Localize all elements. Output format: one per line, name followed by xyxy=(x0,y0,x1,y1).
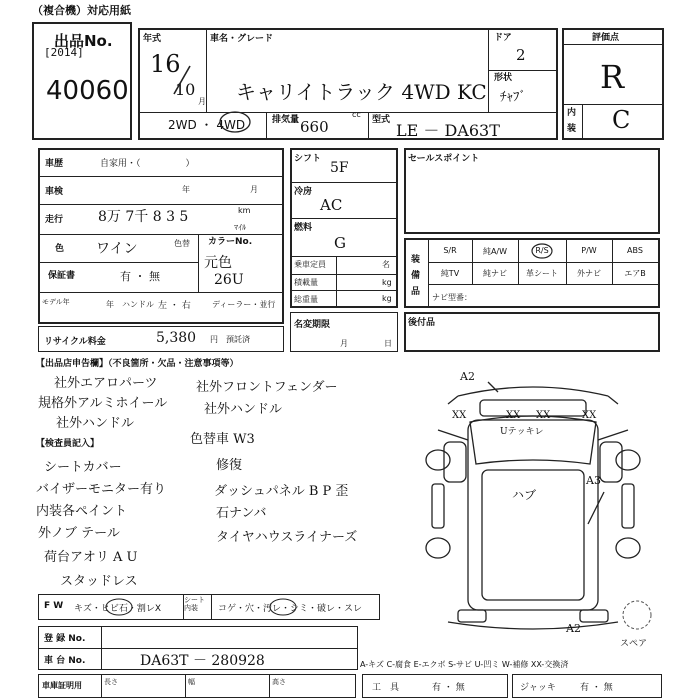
name-label: 車名・グレード xyxy=(210,34,274,44)
shape-value: ﾁｬﾌﾞ xyxy=(500,90,526,105)
capacity-label: 乗車定員 xyxy=(294,260,326,269)
inspection-label: 車検 xyxy=(45,187,64,197)
year-slash xyxy=(160,60,200,100)
year-value-bottom: 10 xyxy=(175,80,196,99)
registration-unit-day: 日 xyxy=(384,339,392,348)
equip-tv: 純TV xyxy=(440,269,460,278)
history-value: 自家用・（ ） xyxy=(100,159,195,169)
dealer-value: ディーラー・並行 xyxy=(212,300,276,309)
fw-crack-circle xyxy=(104,597,134,617)
door-value: 2 xyxy=(516,46,526,64)
color-label: 色 xyxy=(55,244,65,254)
equip-leather: 革シート xyxy=(526,269,558,278)
year-suffix: 月 xyxy=(198,97,206,106)
note-line4-right: 修復 xyxy=(216,458,243,473)
note-line3-right: 色替車 W3 xyxy=(190,432,255,447)
equip-pw: P/W xyxy=(581,246,597,255)
year-label: 年式 xyxy=(143,34,162,44)
interior-value: C xyxy=(612,106,631,134)
mileage-label: 走行 xyxy=(45,215,64,225)
equip-airbag: エアB xyxy=(624,269,646,278)
registration-unit: 月 xyxy=(340,339,348,348)
shift-label: シフト xyxy=(294,154,322,164)
cert-height: 高さ xyxy=(272,678,286,686)
diagram-mark-a2-bottom: A2 xyxy=(566,622,581,635)
model-value: LE － DA63T xyxy=(396,121,500,140)
cert-width: 幅 xyxy=(188,678,195,686)
note-line1-right: 社外フロントフェンダー xyxy=(196,380,338,395)
ac-value: AC xyxy=(320,196,343,214)
door-label: ドア xyxy=(494,33,512,43)
navi-model-label: ナビ型番： xyxy=(432,293,472,302)
sales-point-label: セールスポイント xyxy=(408,154,480,164)
cert-box xyxy=(38,674,356,698)
equip-abs: ABS xyxy=(627,246,643,255)
warranty-label: 保証書 xyxy=(48,271,76,281)
handle-value: 左 ・ 右 xyxy=(158,301,191,311)
equipment-label-1: 装 xyxy=(411,255,421,265)
seat-label: シート内装 xyxy=(184,596,205,612)
ac-label: 冷房 xyxy=(294,187,313,197)
diagram-mark-xx-4: XX xyxy=(582,410,597,421)
equip-rs: R/S xyxy=(535,246,549,255)
equip-navi: 純ナビ xyxy=(483,269,507,278)
model-year-label: モデル年 xyxy=(42,298,70,306)
grade-label: 評価点 xyxy=(592,33,620,43)
tools-label: 工 具 xyxy=(372,683,400,693)
model-year-suffix: 年 xyxy=(106,300,114,309)
note-line2-right: 社外ハンドル xyxy=(204,402,283,417)
after-fit-label: 後付品 xyxy=(408,318,436,328)
inspection-unit-year: 年 xyxy=(182,185,190,194)
model-label: 型式 xyxy=(372,115,391,125)
note-line3-left: 社外ハンドル xyxy=(56,416,135,431)
diagram-mark-a3: A3 xyxy=(586,474,601,487)
shape-label: 形状 xyxy=(494,73,513,83)
displacement-value: 660 xyxy=(300,118,329,136)
recycle-note: 預託済 xyxy=(226,335,250,344)
drive-4wd-circle xyxy=(218,110,252,134)
equipment-label-3: 品 xyxy=(411,287,421,297)
jack-value: 有 ・ 無 xyxy=(580,683,613,693)
note-line8-left: 荷台アオリ A U xyxy=(44,550,138,565)
lot-year-tag: [2014] xyxy=(44,46,84,59)
fw-label: F W xyxy=(44,601,64,611)
note-line2-left: 規格外アルミホイール xyxy=(38,396,168,411)
recycle-unit: 円 xyxy=(210,335,218,344)
jack-label: ジャッキ xyxy=(520,683,556,693)
equipment-label-2: 備 xyxy=(411,271,421,281)
lot-box xyxy=(32,22,132,140)
diagram-mark-dent: Uテッキレ xyxy=(500,427,544,437)
fuel-value: G xyxy=(334,234,346,252)
note-line6-left: 内装各ペイント xyxy=(36,504,128,519)
note-line5-right: ダッシュパネル B P 歪 xyxy=(214,484,349,499)
load-label: 積載量 xyxy=(294,278,318,287)
chassis-label: 車 台 No. xyxy=(44,656,86,666)
equip-ext-navi: 外ナビ xyxy=(577,269,601,278)
drive-value: 2WD ・ 4WD xyxy=(168,118,246,132)
year-value-top: 16 xyxy=(150,50,181,78)
spare-label: スペア xyxy=(620,639,648,649)
note-line5-left: バイザーモニター有り xyxy=(36,482,167,497)
equip-rs-circle xyxy=(530,242,554,260)
inspection-unit-month: 月 xyxy=(250,185,258,194)
fuel-label: 燃料 xyxy=(294,223,313,233)
recycle-label: リサイクル料金 xyxy=(44,337,106,347)
capacity-unit: 名 xyxy=(382,260,390,269)
lot-label: 出品No. xyxy=(54,32,113,50)
color-value: ワイン xyxy=(96,241,138,257)
history-label: 車歴 xyxy=(45,159,64,169)
damage-legend: A-キズ C-腐食 E-エクボ S-サビ U-凹ミ W-補修 XX-交換済 xyxy=(360,660,569,669)
weight-unit: kg xyxy=(382,294,392,303)
registration-label: 名変期限 xyxy=(294,320,331,330)
equip-aw: 純A/W xyxy=(482,247,508,256)
name-value: キャリイトラック 4WD KC xyxy=(236,80,487,104)
grade-value: R xyxy=(600,58,625,96)
after-fit-box xyxy=(404,312,660,352)
displacement-label: 排気量 xyxy=(272,115,300,125)
mileage-unit-km: km xyxy=(238,206,251,215)
spare-tire-icon xyxy=(620,598,654,632)
note-line1-left: 社外エアロパーツ xyxy=(54,376,158,391)
note-line7-left: 外ノブ テール xyxy=(38,526,120,541)
seat-value: コゲ・穴・汚レ・シミ・破レ・スレ xyxy=(218,604,363,614)
weight-label: 総重量 xyxy=(294,295,318,304)
interior-label-1: 内 xyxy=(567,108,577,118)
mileage-value: 8万 7千 8 3 5 xyxy=(98,209,189,225)
shift-value: 5F xyxy=(330,160,349,176)
diagram-mark-xx-3: XX xyxy=(536,410,551,421)
load-unit: kg xyxy=(382,278,392,287)
note-line6-right: 石ナンバ xyxy=(216,506,267,521)
mileage-unit-mile: ﾏｲﾙ xyxy=(234,223,246,232)
note-line7-right: タイヤハウスライナーズ xyxy=(216,530,358,545)
lot-number: 40060 xyxy=(46,76,129,106)
displacement-unit: cc xyxy=(352,110,361,119)
seat-stain-circle xyxy=(268,597,298,617)
notes-label: 【出品店申告欄】（不良箇所・欠品・注意事項等） xyxy=(36,359,239,369)
handle-label: ハンドル xyxy=(122,300,154,309)
inspector-label: 【検査員記入】 xyxy=(36,439,100,449)
recycle-value: 5,380 xyxy=(156,330,197,346)
warranty-value: 有 ・ 無 xyxy=(120,270,160,283)
register-label: 登 録 No. xyxy=(44,634,86,644)
equip-sr: S/R xyxy=(443,246,457,255)
color-no-value-2: 26U xyxy=(214,272,244,288)
fw-value: キズ・ヒビ石・割レX xyxy=(74,604,161,614)
note-line4-left: シートカバー xyxy=(44,460,122,475)
color-no-value-1: 元色 xyxy=(204,255,232,271)
diagram-mark-a2-top: A2 xyxy=(460,370,475,383)
diagram-mark-hub: ハブ xyxy=(512,488,537,502)
color-no-label: カラーNo. xyxy=(208,237,253,247)
color-change-label: 色替 xyxy=(174,239,190,248)
note-line9-left: スタッドレス xyxy=(60,574,138,589)
cert-label: 車庫証明用 xyxy=(42,681,82,690)
interior-label-2: 装 xyxy=(567,124,577,134)
diagram-mark-xx-2: XX xyxy=(506,410,521,421)
chassis-value: DA63T － 280928 xyxy=(140,653,265,669)
diagram-mark-xx-1: XX xyxy=(452,410,467,421)
tools-value: 有 ・ 無 xyxy=(432,683,465,693)
cert-length: 長さ xyxy=(104,678,118,686)
form-title: （複合機）対応用紙 xyxy=(32,4,131,17)
